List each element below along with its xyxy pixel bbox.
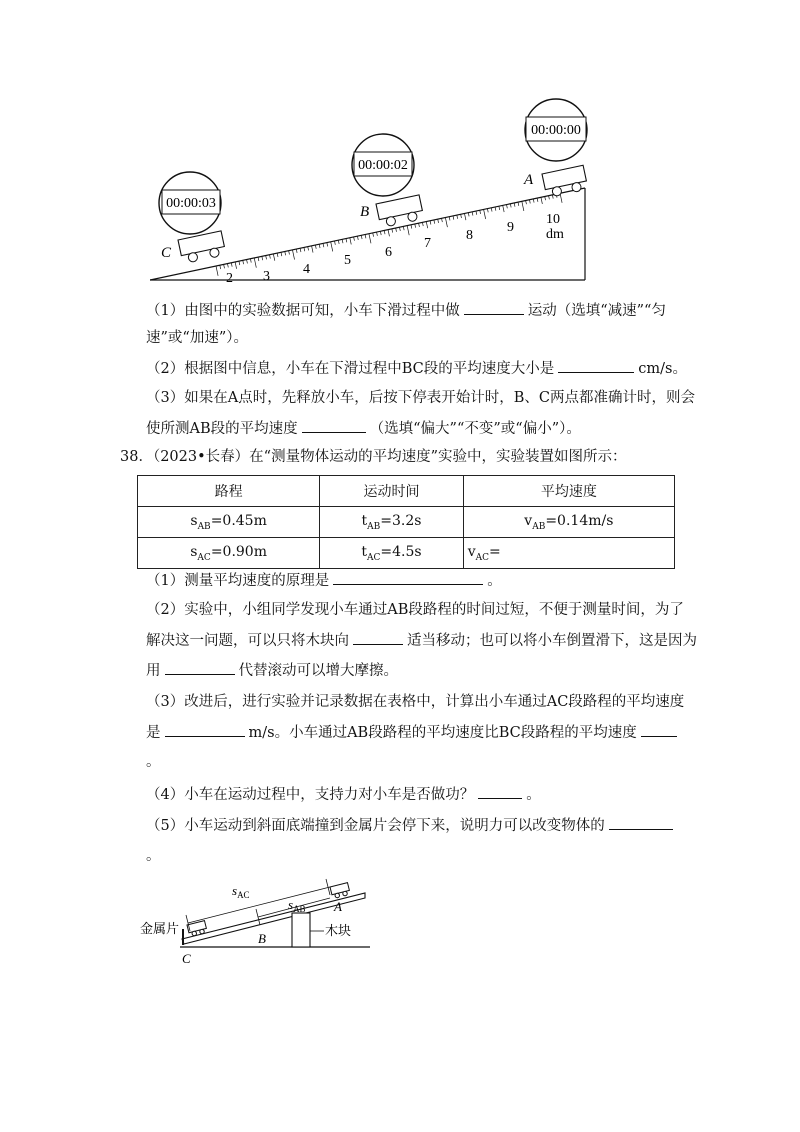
answer-blank[interactable] — [478, 784, 522, 799]
cart-a — [542, 165, 588, 198]
ruler-tick — [296, 249, 297, 253]
point-c-label: C — [182, 951, 191, 965]
ruler-tick — [388, 230, 389, 237]
answer-blank[interactable] — [464, 300, 524, 315]
point-b-label: B — [360, 204, 370, 220]
stopwatch-b — [352, 134, 414, 196]
cart-top — [330, 883, 350, 899]
stopwatch-a-time: 00:00:00 — [531, 123, 581, 138]
ruler-tick — [522, 201, 524, 211]
ruler-tick — [319, 244, 320, 248]
ruler-tick — [243, 260, 244, 264]
q37-part1: （1）由图中的实验数据可知，小车下滑过程中做 运动（选填“减速”“匀 — [146, 300, 666, 321]
tick-label-2: 2 — [226, 271, 233, 286]
ruler-tick — [250, 259, 251, 263]
point-c-label: C — [161, 245, 172, 261]
ruler-tick — [292, 250, 294, 260]
table-header: 平均速度 — [463, 476, 674, 507]
s-ab-label: $s_{AB}$ — [288, 897, 306, 914]
ruler-tick — [407, 225, 409, 235]
ruler-tick — [231, 263, 232, 267]
q38-part5: （5）小车运动到斜面底端撞到金属片会停下来，说明力可以改变物体的 — [146, 815, 677, 836]
point-a-label: A — [524, 172, 534, 188]
table-header-row — [138, 476, 675, 507]
tick-label-7: 7 — [424, 236, 431, 251]
unit-label: dm — [546, 227, 564, 242]
answer-blank[interactable] — [609, 815, 673, 830]
q38-part2: （2）实验中，小组同学发现小车通过AB段路程的时间过短，不便于测量时间，为了 — [146, 602, 684, 618]
ruler-tick — [304, 247, 305, 251]
table-row — [138, 507, 675, 538]
q37-part3-cont: 使所测AB段的平均速度 （选填“偏大”“不变”或“偏小”）。 — [146, 418, 581, 439]
ruler-tick — [327, 242, 328, 246]
ruler-tick — [254, 258, 256, 268]
ruler-tick — [289, 251, 290, 255]
ruler-tick — [315, 245, 316, 249]
table-cell: $t_{AB}=3.2s$ — [320, 507, 463, 538]
ruler-tick — [277, 253, 278, 257]
answer-blank[interactable] — [165, 660, 235, 675]
ruler-tick — [464, 213, 465, 220]
data-table — [137, 475, 675, 569]
ruler-tick — [224, 264, 225, 268]
ruler-tick — [308, 247, 309, 251]
ruler-tick — [239, 261, 240, 265]
wooden-block — [292, 913, 310, 947]
cart-c — [178, 231, 226, 264]
q38-part4: （4）小车在运动过程中，支持力对小车是否做功？ 。 — [146, 784, 541, 805]
ruler-tick — [266, 255, 267, 259]
ruler-tick — [220, 265, 221, 269]
ruler-tick — [262, 256, 263, 260]
stopwatch-a — [525, 99, 587, 161]
tick-label-9: 9 — [507, 220, 514, 235]
ruler-tick — [331, 242, 333, 252]
tick-label-10: 10 — [546, 212, 560, 227]
stopwatch-b-time: 00:00:02 — [358, 158, 408, 173]
stopwatch-c-time: 00:00:03 — [166, 196, 216, 211]
q38-part2-cont: 解决这一问题，可以只将木块向 适当移动；也可以将小车倒置滑下，这是因为 — [146, 630, 697, 651]
ruler-tick — [281, 252, 282, 256]
ruler-tick — [247, 260, 248, 264]
point-a-label: A — [334, 899, 342, 914]
table-cell-answer[interactable]: $v_{AC}=$ — [463, 538, 674, 569]
tick-label-8: 8 — [466, 228, 473, 243]
ruler-tick — [285, 251, 286, 255]
ruler-tick — [426, 221, 427, 228]
ruler-tick — [312, 246, 313, 253]
ruler-tick — [445, 217, 447, 227]
ruler-tick — [484, 209, 486, 219]
table-header: 运动时间 — [320, 476, 463, 507]
s-ac-label: $s_{AC}$ — [232, 883, 250, 900]
q37-part3: （3）如果在A点时，先释放小车，后按下停表开始计时，B、C两点都准确计时，则会 — [146, 390, 695, 406]
table-cell: $s_{AC}=0.90m$ — [138, 538, 320, 569]
answer-blank[interactable] — [302, 418, 366, 433]
q38-part2-cont2: 用 代替滚动可以增大摩擦。 — [146, 660, 398, 681]
metal-plate-label: 金属片 — [140, 921, 180, 936]
table-cell: $s_{AB}=0.45m$ — [138, 507, 320, 538]
ruler-tick — [503, 205, 504, 212]
tick-label-5: 5 — [344, 253, 351, 268]
ruler-tick — [323, 243, 324, 247]
ruler-tick — [350, 238, 351, 245]
ruler-tick — [216, 266, 218, 276]
q37-part1-cont: 速”或“加速”）。 — [146, 330, 248, 346]
incline-block-figure — [140, 865, 380, 965]
incline-figure — [150, 90, 600, 290]
tick-label-4: 4 — [303, 262, 310, 277]
q38-header: 38．（2023•长春）在“测量物体运动的平均速度”实验中，实验装置如图所示： — [120, 449, 627, 465]
tick-label-6: 6 — [385, 245, 392, 260]
q38-part1: （1）测量平均速度的原理是 。 — [146, 570, 502, 591]
tick-label-3: 3 — [263, 269, 270, 284]
q38-part3-end: 。 — [146, 754, 161, 770]
ruler-tick — [541, 197, 542, 204]
ruler-tick — [300, 248, 301, 252]
q38-part5-end: 。 — [146, 848, 161, 864]
answer-blank[interactable] — [333, 570, 483, 585]
ruler-tick — [273, 254, 274, 261]
ruler-tick — [235, 262, 236, 269]
table-row — [138, 538, 675, 569]
answer-blank[interactable] — [165, 722, 245, 737]
stopwatch-c — [159, 172, 221, 234]
q38-part3: （3）改进后，进行实验并记录数据在表格中，计算出小车通过AC段路程的平均速度 — [146, 694, 685, 710]
ruler-tick — [258, 257, 259, 261]
ruler-tick — [227, 264, 228, 268]
table-cell: $v_{AB}=0.14m/s$ — [463, 507, 674, 538]
point-b-label: B — [258, 931, 266, 946]
wooden-block-label: 木块 — [325, 923, 352, 938]
answer-blank[interactable] — [558, 358, 634, 373]
answer-blank[interactable] — [353, 630, 403, 645]
q37-part2: （2）根据图中信息，小车在下滑过程中BC段的平均速度大小是 cm/s。 — [146, 358, 687, 379]
q38-part3-cont: 是 m/s。小车通过AB段路程的平均速度比BC段路程的平均速度 — [146, 722, 681, 743]
ruler-tick — [369, 234, 371, 244]
table-header: 路程 — [138, 476, 320, 507]
table-cell: $t_{AC}=4.5s$ — [320, 538, 463, 569]
answer-blank[interactable] — [641, 722, 677, 737]
ruler-tick — [270, 255, 271, 259]
